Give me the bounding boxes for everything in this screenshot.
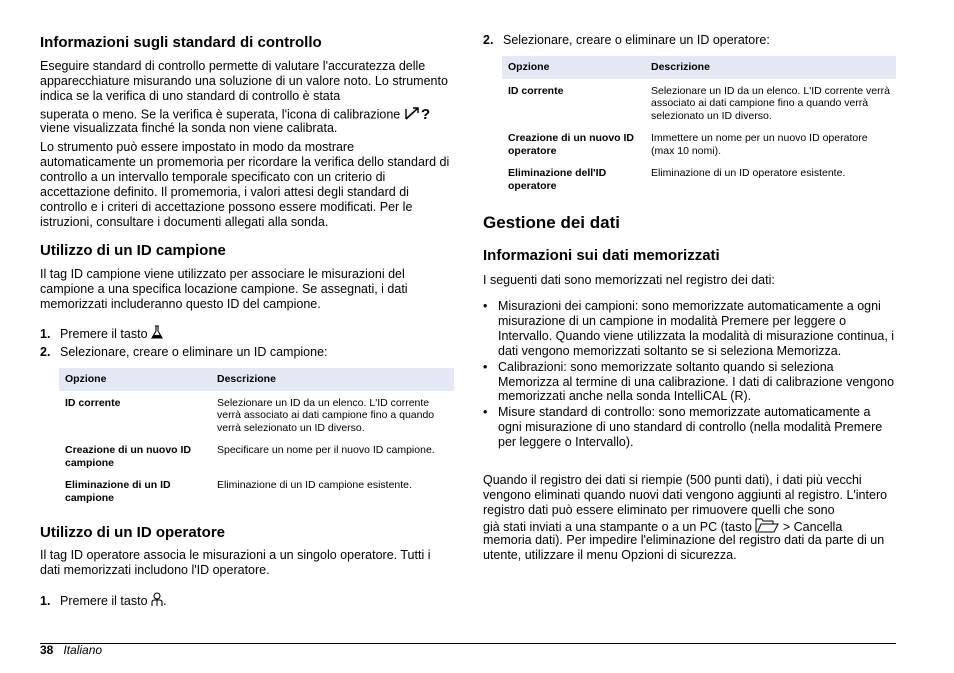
table-header-option: Opzione (502, 56, 645, 79)
table-row (502, 79, 896, 127)
operator-icon (151, 592, 163, 611)
sample-id-step-1 (40, 325, 163, 344)
table-cell-description: Immettere un nome per un nuovo ID operatore (max 10 nomi). (651, 132, 868, 157)
table-row (502, 161, 896, 196)
table-cell-option: Creazione di un nuovo ID operatore (508, 132, 635, 157)
operator-id-step-2 (483, 33, 770, 48)
stored-data-list (483, 299, 896, 451)
data-log-text-b2: > Cancella (782, 519, 843, 534)
step-number: 2. (40, 345, 51, 359)
step-text: Premere il tasto (60, 593, 148, 608)
stored-data-intro: I seguenti dati sono memorizzati nel registro dei dati: (483, 273, 775, 287)
sample-id-paragraph: Il tag ID campione viene utilizzato per associare le misurazioni del campione a una specifica locazione campione. Se assegnati, i dati memorizzati includeranno questo ID del campione. (40, 267, 408, 311)
heading-operator-id: Utilizzo di un ID operatore (40, 524, 226, 541)
table-cell-description: Eliminazione di un ID operatore esistente. (651, 167, 846, 179)
list-item: • Misure standard di controllo: sono memorizzate automaticamente a ogni misurazione di uno standard di controllo (nella modalità Premere per leggere o Intervallo). (483, 405, 896, 450)
step-text: Selezionare, creare o eliminare un ID campione: (60, 345, 328, 359)
table-cell-description: Eliminazione di un ID campione esistente. (217, 479, 412, 491)
sample-id-options-table (59, 368, 454, 508)
table-cell-option: Creazione di un nuovo ID campione (65, 444, 192, 469)
table-cell-option: Eliminazione dell'ID operatore (508, 167, 607, 192)
table-header-option: Opzione (59, 368, 211, 391)
step-number: 1. (40, 326, 51, 341)
heading-control-standards: Informazioni sugli standard di controllo (40, 34, 322, 51)
table-cell-option: ID corrente (65, 396, 121, 409)
operator-id-step-1 (40, 592, 167, 611)
list-item: • Misurazioni dei campioni: sono memorizzate automaticamente a ogni misurazione di un campione in modalità Premere per leggere o Intervallo. Quando viene utilizzata la modalità di misurazione continua, i dati vengono memorizzati soltanto se si seleziona Memorizza. (483, 299, 896, 359)
step-text-end: . (163, 593, 167, 608)
page-footer (40, 643, 102, 657)
operator-id-paragraph: Il tag ID operatore associa le misurazioni a un singolo operatore. Tutti i dati memorizzati includono l'ID operatore. (40, 548, 431, 577)
heading-stored-data: Informazioni sui dati memorizzati (483, 247, 720, 264)
step-number: 1. (40, 593, 51, 608)
page-number: 38 (40, 643, 54, 657)
table-row (502, 126, 896, 161)
operator-id-options-table (502, 56, 896, 196)
svg-text:?: ? (420, 106, 430, 121)
control-standards-paragraph-1a: Eseguire standard di controllo permette di valutare l'accuratezza delle apparecchiature misurando una soluzione di un valore noto. Lo strumento indica se la verifica di uno standard di controllo è stata (40, 59, 448, 103)
sample-flask-icon (151, 325, 163, 344)
footer-language: Italiano (63, 643, 103, 657)
table-header-description: Descrizione (211, 368, 454, 391)
control-standards-paragraph-1b: superata o meno. Se la verifica è superata, l'icona di calibrazione (40, 107, 401, 122)
data-log-paragraph-a: Quando il registro dei dati si riempie (500 punti dati), i dati più vecchi vengono eliminati quando nuovi dati vengono aggiunti al registro. L'intero registro dati può essere eliminato per rimuovere quelli che sono (483, 473, 888, 517)
heading-sample-id: Utilizzo di un ID campione (40, 242, 226, 259)
sample-id-step-2 (40, 345, 328, 360)
table-row (59, 438, 454, 473)
step-text: Premere il tasto (60, 326, 148, 341)
table-cell-option: ID corrente (508, 84, 564, 97)
table-cell-description: Specificare un nome per il nuovo ID campione. (217, 444, 435, 456)
control-standards-paragraph-1c: viene visualizzata finché la sonda non viene calibrata. (40, 121, 338, 135)
table-cell-description: Selezionare un ID da un elenco. L'ID corrente verrà associato ai dati campione fino a quando verrà selezionato un ID diverso. (651, 84, 890, 122)
table-header-description: Descrizione (645, 56, 896, 79)
heading-data-management: Gestione dei dati (483, 213, 620, 232)
table-row (59, 391, 454, 439)
table-cell-option: Eliminazione di un ID campione (65, 479, 171, 504)
list-item: • Calibrazioni: sono memorizzate soltanto quando si seleziona Memorizza al termine di una calibrazione. I dati di calibrazione vengono memorizzati anche nella sonda IntelliCAL (R). (483, 360, 896, 405)
table-cell-description: Selezionare un ID da un elenco. L'ID corrente verrà associato ai dati campione fino a quando verrà selezionato un ID diverso. (217, 396, 435, 434)
table-row (59, 473, 454, 508)
data-log-paragraph-c: memoria dati). Per impedire l'eliminazione del registro dati da parte di un utente, utilizzare il menu Opzioni di sicurezza. (483, 533, 885, 562)
control-standards-paragraph-2: Lo strumento può essere impostato in modo da mostrare automaticamente un promemoria per ricordare la verifica dello standard di controllo a un intervallo temporale specificato con un criterio di accettazione definito. Il promemoria, i valori attesi degli standard di controllo e i criteri di accettazione possono essere modificati. Per le istruzioni, consultare i documenti allegati alla sonda. (40, 140, 450, 229)
footer-divider (40, 643, 896, 644)
step-text: Selezionare, creare o eliminare un ID operatore: (503, 33, 770, 47)
data-log-text-b1: già stati inviati a una stampante o a un PC (tasto (483, 519, 752, 534)
step-number: 2. (483, 33, 494, 47)
